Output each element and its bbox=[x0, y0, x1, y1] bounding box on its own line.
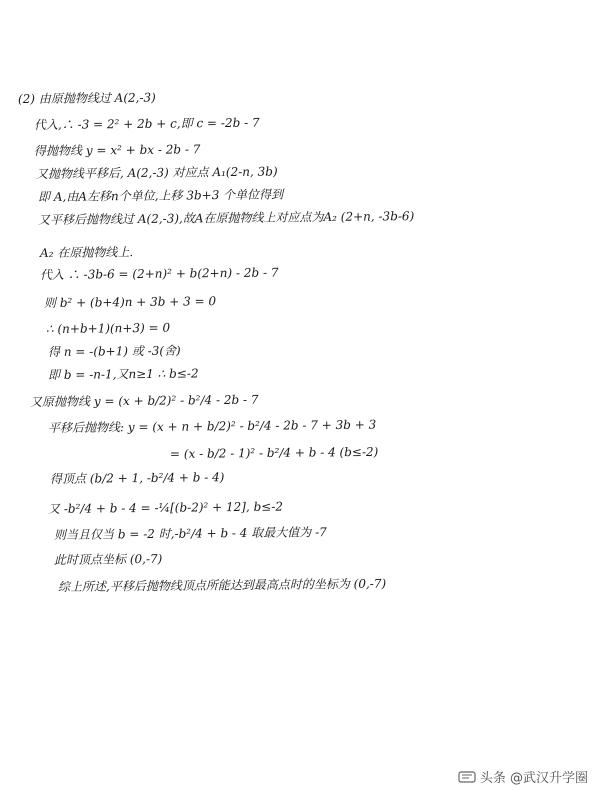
solution-line: (2) 由原抛物线过 A(2,-3) bbox=[17, 90, 156, 106]
solution-line: 又原抛物线 y = (x + b/2)² - b²/4 - 2b - 7 bbox=[29, 392, 259, 409]
source-watermark bbox=[458, 767, 588, 786]
watermark-text: 头条 @武汉升学圈 bbox=[479, 771, 588, 786]
solution-line: 又平移后抛物线过 A(2,-3),故A在原抛物线上对应点为A₂ (2+n, -3b-6) bbox=[37, 209, 415, 227]
solution-line: 得顶点 (b/2 + 1, -b²/4 + b - 4) bbox=[49, 470, 225, 486]
solution-line: 即 A,由A左移n个单位,上移 3b+3 个单位得到 bbox=[37, 187, 284, 204]
solution-line: 得 n = -(b+1) 或 -3(舍) bbox=[47, 343, 181, 359]
solution-line: 得抛物线 y = x² + bx - 2b - 7 bbox=[33, 142, 201, 158]
solution-line: 此时顶点坐标 (0,-7) bbox=[53, 551, 163, 567]
solution-line: ∴ (n+b+1)(n+3) = 0 bbox=[45, 320, 171, 336]
solution-line: 则 b² + (b+4)n + 3b + 3 = 0 bbox=[43, 294, 217, 310]
solution-line: A₂ 在原抛物线上. bbox=[39, 245, 134, 260]
solution-line: 综上所述,平移后抛物线顶点所能达到最高点时的坐标为 (0,-7) bbox=[57, 576, 387, 594]
solution-line: 又抛物线平移后, A(2,-3) 对应点 A₁(2-n, 3b) bbox=[35, 164, 278, 181]
solution-line: 则当且仅当 b = -2 时,-b²/4 + b - 4 取最大值为 -7 bbox=[53, 525, 327, 542]
solution-line: 代入 ∴ -3b-6 = (2+n)² + b(2+n) - 2b - 7 bbox=[39, 265, 279, 282]
solution-line: = (x - b/2 - 1)² - b²/4 + b - 4 (b≤-2) bbox=[169, 444, 379, 461]
solution-line: 平移后抛物线: y = (x + n + b/2)² - b²/4 - 2b - 7 + 3b + 3 bbox=[47, 417, 377, 435]
solution-line: 代入,∴ -3 = 2² + 2b + c,即 c = -2b - 7 bbox=[33, 115, 260, 132]
toutiao-logo-icon bbox=[458, 770, 476, 784]
solution-line: 又 -b²/4 + b - 4 = -¼[(b-2)² + 12], b≤-2 bbox=[47, 499, 284, 516]
solution-line: 即 b = -n-1,又n≥1 ∴ b≤-2 bbox=[47, 366, 199, 382]
